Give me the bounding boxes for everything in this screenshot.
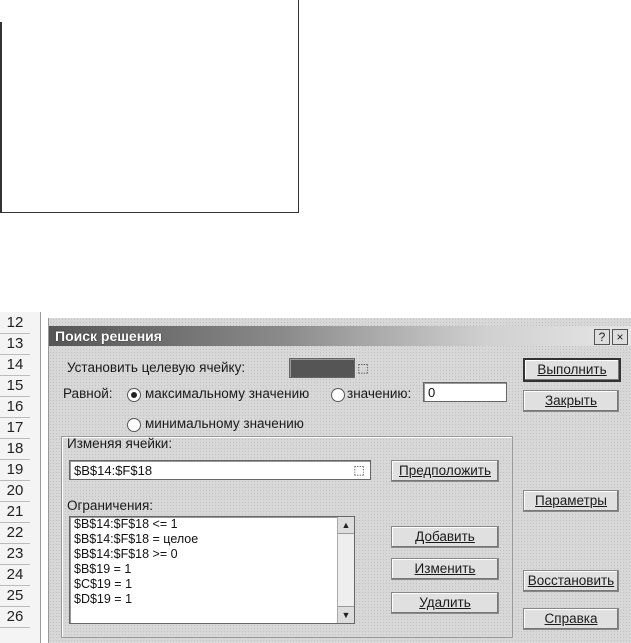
radio-max-label[interactable]: максимальному значению	[145, 386, 310, 401]
radio-min[interactable]	[127, 418, 141, 432]
solve-button[interactable]: Выполнить	[523, 358, 621, 382]
list-item[interactable]: $B$14:$F$18 >= 0	[74, 547, 178, 561]
radio-value-label[interactable]: значению:	[347, 386, 412, 401]
help-button[interactable]: Справка	[523, 608, 619, 630]
row-header[interactable]: 24	[0, 564, 30, 586]
guess-button[interactable]: Предположить	[391, 460, 499, 482]
row-header[interactable]: 14	[0, 354, 30, 376]
add-button[interactable]: Добавить	[391, 526, 499, 548]
row-header[interactable]: 13	[0, 333, 30, 355]
constraints-list[interactable]	[69, 516, 355, 624]
row-header[interactable]: 16	[0, 396, 30, 418]
equal-to-label: Равной:	[63, 386, 113, 401]
radio-max[interactable]	[127, 388, 141, 402]
row-header[interactable]: 22	[0, 522, 30, 544]
radio-min-label[interactable]: минимальному значению	[145, 416, 304, 431]
row-header[interactable]: 18	[0, 438, 30, 460]
list-item[interactable]: $B$14:$F$18 <= 1	[74, 517, 178, 531]
reset-button[interactable]: Восстановить	[523, 570, 619, 592]
row-header[interactable]: 17	[0, 417, 30, 439]
change-button[interactable]: Изменить	[391, 558, 499, 580]
radio-value[interactable]	[331, 388, 345, 402]
row-header[interactable]: 15	[0, 375, 30, 397]
constraints-scrollbar[interactable]	[337, 517, 354, 623]
page-frame-box	[0, 0, 299, 213]
options-button[interactable]: Параметры	[523, 490, 619, 512]
row-header[interactable]: 21	[0, 501, 30, 523]
list-item[interactable]: $D$19 = 1	[74, 592, 133, 606]
scroll-down-icon[interactable]: ▼	[338, 606, 354, 623]
changing-cells-label: Изменяя ячейки:	[67, 436, 173, 451]
collapse-dialog-icon[interactable]: ⬚	[357, 361, 369, 375]
row-header[interactable]: 26	[0, 606, 30, 628]
row-header[interactable]: 12	[0, 312, 30, 334]
value-input[interactable]: 0	[423, 382, 507, 402]
dialog-title: Поиск решения	[55, 328, 162, 344]
list-item[interactable]: $B$14:$F$18 = целое	[74, 532, 199, 546]
close-button[interactable]: Закрыть	[523, 390, 619, 412]
dialog-titlebar[interactable]	[49, 326, 631, 346]
solver-dialog	[48, 318, 631, 643]
close-icon[interactable]: ×	[612, 329, 628, 345]
constraints-label: Ограничения:	[67, 498, 154, 513]
target-cell-input[interactable]	[289, 358, 355, 378]
list-item[interactable]: $B$19 = 1	[74, 562, 132, 576]
page-frame-left-line	[0, 22, 2, 212]
row-header[interactable]: 19	[0, 459, 30, 481]
delete-button[interactable]: Удалить	[391, 592, 499, 614]
help-icon[interactable]: ?	[594, 329, 610, 345]
spreadsheet-row-headers	[0, 312, 41, 643]
collapse-changing-icon[interactable]: ⬚	[353, 463, 365, 477]
list-item[interactable]: $C$19 = 1	[74, 577, 133, 591]
row-header[interactable]: 23	[0, 543, 30, 565]
row-header[interactable]: 20	[0, 480, 30, 502]
changing-cells-input[interactable]: $B$14:$F$18	[69, 460, 371, 480]
row-header[interactable]: 25	[0, 585, 30, 607]
scroll-up-icon[interactable]: ▲	[338, 517, 354, 534]
target-cell-label: Установить целевую ячейку:	[67, 360, 246, 375]
